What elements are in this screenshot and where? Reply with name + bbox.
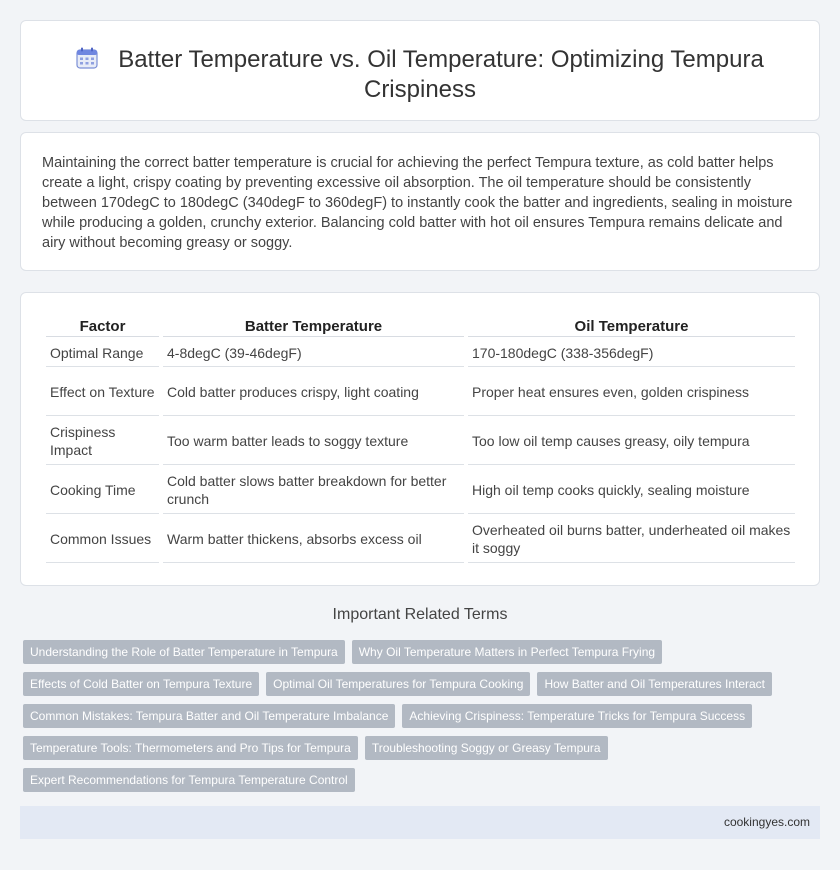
table-row — [46, 369, 795, 416]
related-term-tag[interactable]: Effects of Cold Batter on Tempura Texture — [23, 672, 259, 696]
table-row — [46, 516, 795, 563]
table-cell-factor: Effect on Texture — [46, 369, 159, 416]
related-term-tag[interactable]: Common Mistakes: Tempura Batter and Oil Temperature Imbalance — [23, 704, 395, 728]
header-batter-temperature: Batter Temperature — [163, 317, 464, 337]
related-term-tag[interactable]: Understanding the Role of Batter Temperature in Tempura — [23, 640, 345, 664]
footer-site-link[interactable]: cookingyes.com — [723, 815, 810, 829]
table-row — [46, 418, 795, 465]
table-header-row — [46, 317, 795, 337]
table-cell-oil: 170-180degC (338-356degF) — [468, 339, 795, 367]
table-cell-oil: Proper heat ensures even, golden crispiness — [468, 369, 795, 416]
tag-row — [23, 640, 813, 664]
table-cell-factor: Optimal Range — [46, 339, 159, 367]
related-terms-title: Important Related Terms — [332, 606, 508, 623]
intro-paragraph: Maintaining the correct batter temperature is crucial for achieving the perfect Tempura texture, as cold batter helps create a light, crispy coating by preventing excessive oil absorption. The oil temperature should be consistently between 170degC to 180degC (340degF to 360degF) to instantly cook the batter and ingredients, sealing in moisture while producing a golden, crunchy exterior. Balancing cold batter with hot oil ensures Tempura remains delicate and airy without becoming greasy or soggy. — [42, 155, 793, 251]
page-title: Batter Temperature vs. Oil Temperature: Optimizing Tempura Crispiness — [118, 46, 764, 103]
intro-card — [20, 132, 820, 271]
tag-row — [23, 704, 813, 728]
table-row — [46, 339, 795, 367]
header-oil-temperature: Oil Temperature — [468, 317, 795, 337]
table-cell-oil: High oil temp cooks quickly, sealing moisture — [468, 467, 795, 514]
related-term-tag[interactable]: How Batter and Oil Temperatures Interact — [537, 672, 772, 696]
table-card — [20, 292, 820, 586]
table-cell-oil: Too low oil temp causes greasy, oily tempura — [468, 418, 795, 465]
table-cell-factor: Cooking Time — [46, 467, 159, 514]
title-card — [20, 20, 820, 121]
table-cell-batter: Warm batter thickens, absorbs excess oil — [163, 516, 464, 563]
related-term-tag[interactable]: Troubleshooting Soggy or Greasy Tempura — [365, 736, 608, 760]
tag-row — [23, 768, 813, 792]
table-cell-factor: Crispiness Impact — [46, 418, 159, 465]
related-term-tag[interactable]: Achieving Crispiness: Temperature Tricks for Tempura Success — [402, 704, 752, 728]
footer — [20, 806, 820, 839]
related-term-tag[interactable]: Temperature Tools: Thermometers and Pro Tips for Tempura — [23, 736, 358, 760]
table-cell-batter: Too warm batter leads to soggy texture — [163, 418, 464, 465]
calendar-icon — [76, 47, 98, 69]
related-term-tag[interactable]: Expert Recommendations for Tempura Temperature Control — [23, 768, 355, 792]
page-title-wrap — [21, 45, 819, 105]
tag-row — [23, 736, 813, 760]
related-term-tag[interactable]: Why Oil Temperature Matters in Perfect Tempura Frying — [352, 640, 662, 664]
table-row — [46, 467, 795, 514]
related-term-tag[interactable]: Optimal Oil Temperatures for Tempura Cooking — [266, 672, 530, 696]
table-cell-oil: Overheated oil burns batter, underheated oil makes it soggy — [468, 516, 795, 563]
header-factor: Factor — [46, 317, 159, 337]
table-cell-factor: Common Issues — [46, 516, 159, 563]
table-cell-batter: 4-8degC (39-46degF) — [163, 339, 464, 367]
comparison-table — [42, 315, 799, 565]
related-terms-list — [23, 640, 813, 800]
table-cell-batter: Cold batter produces crispy, light coating — [163, 369, 464, 416]
table-cell-batter: Cold batter slows batter breakdown for better crunch — [163, 467, 464, 514]
tag-row — [23, 672, 813, 696]
